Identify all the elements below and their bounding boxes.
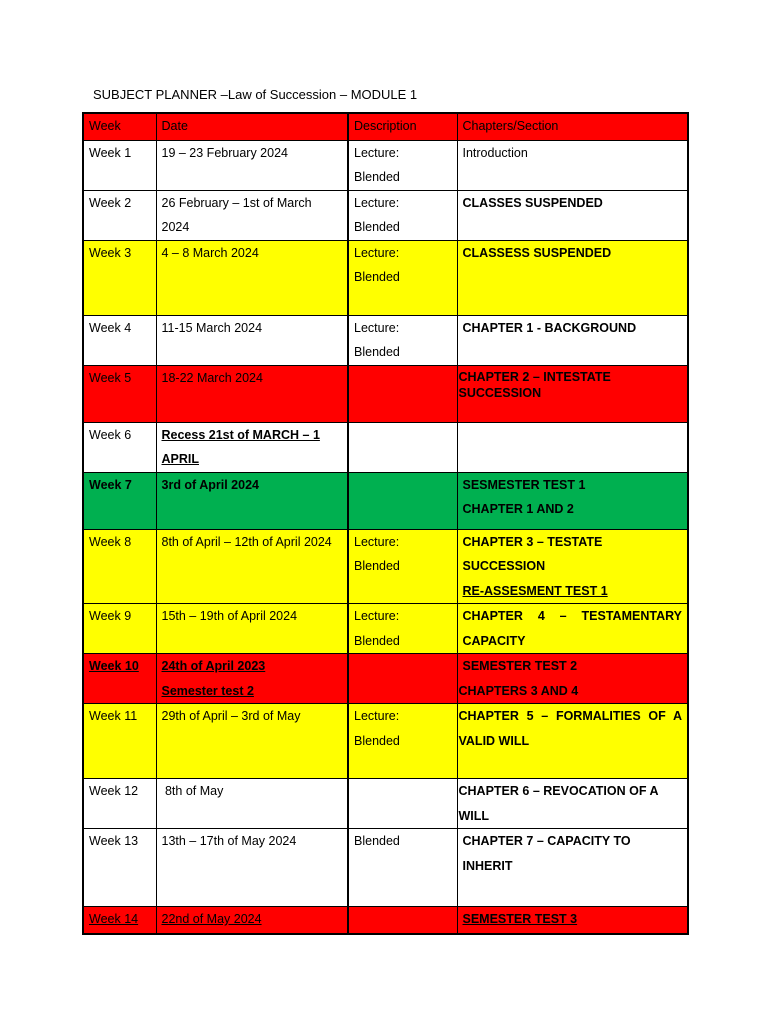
document-title: SUBJECT PLANNER –Law of Succession – MODULE 1: [93, 87, 418, 102]
table-row: [83, 365, 688, 422]
week-cell: Week 10: [83, 654, 156, 704]
chapter-cell: CHAPTER 6 – REVOCATION OF A WILL: [457, 779, 688, 829]
date-cell: 18-22 March 2024: [156, 365, 348, 422]
table-header-row: [83, 113, 688, 140]
planner-table: [82, 112, 689, 935]
description-cell: Lecture: Blended: [348, 529, 457, 604]
chapter-cell: CHAPTER 2 – INTESTATE SUCCESSION: [457, 365, 688, 422]
description-cell: Lecture: Blended: [348, 240, 457, 315]
header-week: Week: [83, 113, 156, 140]
description-cell: Lecture: Blended: [348, 140, 457, 190]
description-cell: Lecture: Blended: [348, 315, 457, 365]
date-cell: 26 February – 1st of March 2024: [156, 190, 348, 240]
date-cell: 11-15 March 2024: [156, 315, 348, 365]
week-cell: Week 6: [83, 422, 156, 472]
date-cell: 29th of April – 3rd of May: [156, 704, 348, 779]
week-cell: Week 5: [83, 365, 156, 422]
week-cell: Week 8: [83, 529, 156, 604]
table-row: [83, 140, 688, 190]
week-cell: Week 1: [83, 140, 156, 190]
date-cell: 13th – 17th of May 2024: [156, 829, 348, 907]
description-cell: Lecture: Blended: [348, 704, 457, 779]
chapter-cell: CLASSESS SUSPENDED: [457, 240, 688, 315]
table-row: [83, 829, 688, 907]
date-cell: 8th of May: [156, 779, 348, 829]
chapter-cell: CHAPTER 1 - BACKGROUND: [457, 315, 688, 365]
table-row: [83, 529, 688, 604]
chapter-cell: [457, 422, 688, 472]
table-row: [83, 422, 688, 472]
week-cell: Week 13: [83, 829, 156, 907]
date-cell: 8th of April – 12th of April 2024: [156, 529, 348, 604]
description-cell: [348, 779, 457, 829]
chapter-cell: CLASSES SUSPENDED: [457, 190, 688, 240]
table-row: [83, 472, 688, 529]
chapter-cell: CHAPTER 4 – TESTAMENTARY CAPACITY: [457, 604, 688, 654]
date-cell: 24th of April 2023 Semester test 2: [156, 654, 348, 704]
table-row: [83, 654, 688, 704]
chapter-cell: Introduction: [457, 140, 688, 190]
table-row: [83, 240, 688, 315]
week-cell: Week 7: [83, 472, 156, 529]
chapter-cell: CHAPTER 5 – FORMALITIES OF A VALID WILL: [457, 704, 688, 779]
week-cell: Week 12: [83, 779, 156, 829]
week-cell: Week 9: [83, 604, 156, 654]
week-cell: Week 11: [83, 704, 156, 779]
table-row: [83, 907, 688, 934]
description-cell: [348, 422, 457, 472]
date-cell: 19 – 23 February 2024: [156, 140, 348, 190]
table-row: [83, 604, 688, 654]
description-cell: [348, 907, 457, 934]
chapter-cell: SESMESTER TEST 1 CHAPTER 1 AND 2: [457, 472, 688, 529]
chapter-cell: CHAPTER 7 – CAPACITY TO INHERIT: [457, 829, 688, 907]
table-row: [83, 190, 688, 240]
week-cell: Week 2: [83, 190, 156, 240]
description-cell: [348, 472, 457, 529]
header-description: Description: [348, 113, 457, 140]
description-cell: Lecture: Blended: [348, 190, 457, 240]
date-cell: 3rd of April 2024: [156, 472, 348, 529]
table-row: [83, 779, 688, 829]
week-cell: Week 3: [83, 240, 156, 315]
description-cell: Lecture: Blended: [348, 604, 457, 654]
week-cell: Week 14: [83, 907, 156, 934]
week-cell: Week 4: [83, 315, 156, 365]
header-date: Date: [156, 113, 348, 140]
table-row: [83, 704, 688, 779]
chapter-cell: SEMESTER TEST 2 CHAPTERS 3 AND 4: [457, 654, 688, 704]
description-cell: [348, 654, 457, 704]
chapter-cell: SEMESTER TEST 3: [457, 907, 688, 934]
description-cell: Blended: [348, 829, 457, 907]
date-cell: 15th – 19th of April 2024: [156, 604, 348, 654]
date-cell: 22nd of May 2024: [156, 907, 348, 934]
header-chapters: Chapters/Section: [457, 113, 688, 140]
chapter-cell: CHAPTER 3 – TESTATE SUCCESSION RE-ASSESMENT TEST 1: [457, 529, 688, 604]
description-cell: [348, 365, 457, 422]
date-cell: Recess 21st of MARCH – 1 APRIL: [156, 422, 348, 472]
date-cell: 4 – 8 March 2024: [156, 240, 348, 315]
table-row: [83, 315, 688, 365]
